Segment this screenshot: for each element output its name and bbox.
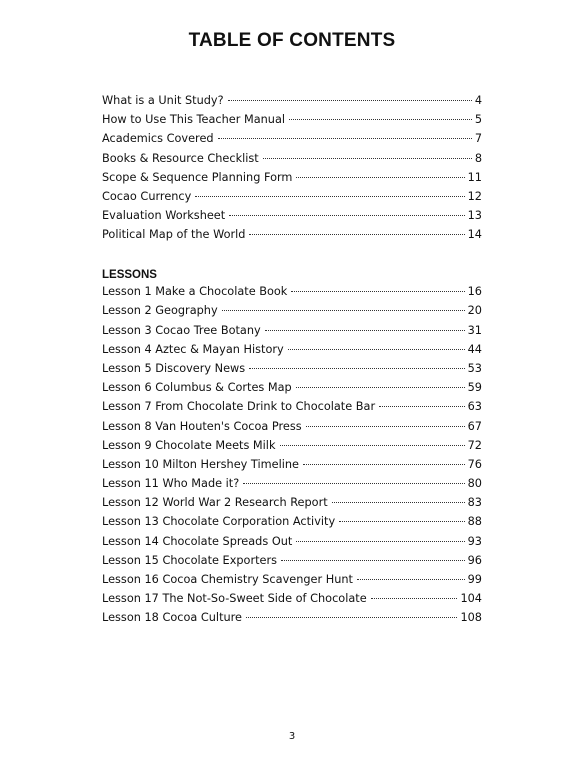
dot-leader (195, 196, 464, 197)
toc-entry-title: Lesson 13 Chocolate Corporation Activity (102, 515, 336, 529)
toc-entry-title: Academics Covered (102, 132, 214, 146)
toc-entry[interactable] (102, 400, 482, 419)
toc-entry-page: 16 (467, 285, 482, 299)
dot-leader (222, 310, 465, 311)
dot-leader (371, 598, 458, 599)
toc-entry[interactable] (102, 113, 482, 132)
toc-entry[interactable] (102, 152, 482, 171)
toc-entry-title: Lesson 6 Columbus & Cortes Map (102, 381, 292, 395)
toc-entry[interactable] (102, 171, 482, 190)
dot-leader (263, 158, 472, 159)
toc-entry-page: 80 (467, 477, 482, 491)
toc-entry[interactable] (102, 458, 482, 477)
toc-entry-page: 59 (467, 381, 482, 395)
toc-entry[interactable] (102, 381, 482, 400)
toc-entry-title: Political Map of the World (102, 228, 246, 242)
toc-entry-page: 44 (467, 342, 482, 356)
dot-leader (218, 138, 472, 139)
dot-leader (246, 617, 457, 618)
toc-entry-title: Evaluation Worksheet (102, 209, 226, 223)
toc-entry-title: Lesson 14 Chocolate Spreads Out (102, 534, 293, 548)
toc-entry[interactable] (102, 94, 482, 113)
toc-entry[interactable] (102, 554, 482, 573)
dot-leader (296, 177, 464, 178)
toc-entry-page: 8 (474, 151, 482, 165)
lessons-section (102, 266, 482, 631)
toc-entry-page: 63 (467, 400, 482, 414)
toc-entry-page: 4 (474, 94, 482, 107)
toc-entry-title: Lesson 17 The Not-So-Sweet Side of Chocolate (102, 592, 367, 606)
toc-entry[interactable] (102, 535, 482, 554)
dot-leader (280, 445, 465, 446)
dot-leader (288, 349, 465, 350)
toc-entry-page: 13 (467, 209, 482, 223)
toc-entry-page: 104 (460, 592, 482, 606)
dot-leader (289, 119, 472, 120)
toc-entry-page: 108 (460, 611, 482, 625)
toc-entry[interactable] (102, 439, 482, 458)
toc-entry-title: Lesson 4 Aztec & Mayan History (102, 342, 284, 356)
toc-entry[interactable] (102, 573, 482, 592)
dot-leader (339, 521, 464, 522)
toc-entry-title: Lesson 16 Cocoa Chemistry Scavenger Hunt (102, 573, 353, 586)
toc-entry-page: 99 (467, 573, 482, 586)
toc-entry-title: Lesson 1 Make a Chocolate Book (102, 285, 288, 299)
toc-entry-title: Lesson 15 Chocolate Exporters (102, 553, 278, 567)
dot-leader (296, 541, 464, 542)
page-number: 3 (288, 731, 296, 742)
dot-leader (332, 502, 465, 503)
dot-leader (306, 426, 465, 427)
toc-entry-title: Cocao Currency (102, 189, 192, 203)
toc-entry-title: Lesson 3 Cocao Tree Botany (102, 323, 261, 337)
toc-entry-page: 14 (467, 228, 482, 242)
toc-entry[interactable] (102, 477, 482, 496)
toc-entry[interactable] (102, 190, 482, 209)
toc-entry[interactable] (102, 285, 482, 304)
toc-entry-page: 96 (467, 553, 482, 567)
toc-entry-title: Scope & Sequence Planning Form (102, 170, 293, 184)
dot-leader (291, 291, 464, 292)
toc-entry[interactable] (102, 209, 482, 228)
dot-leader (249, 368, 464, 369)
dot-leader (357, 579, 465, 580)
toc-entry-title: Lesson 7 From Chocolate Drink to Chocolate Bar (102, 400, 376, 414)
toc-entry-title: Lesson 11 Who Made it? (102, 477, 240, 491)
toc-entry-title: Books & Resource Checklist (102, 151, 259, 165)
toc-entry[interactable] (102, 132, 482, 151)
lessons-heading: LESSONS (102, 269, 157, 281)
toc-entry-page: 7 (474, 132, 482, 146)
toc-entry-page: 72 (467, 438, 482, 452)
lessons-list (102, 285, 482, 630)
dot-leader (303, 464, 465, 465)
dot-leader (265, 330, 465, 331)
toc-entry-title: Lesson 2 Geography (102, 304, 218, 318)
page-title: TABLE OF CONTENTS (188, 30, 396, 51)
toc-entry-page: 83 (467, 496, 482, 510)
toc-entry[interactable] (102, 496, 482, 515)
dot-leader (249, 234, 464, 235)
dot-leader (281, 560, 465, 561)
toc-entry-page: 53 (467, 361, 482, 375)
toc-entry-page: 93 (467, 534, 482, 548)
dot-leader (243, 483, 464, 484)
toc-entry-page: 20 (467, 304, 482, 318)
toc-entry-page: 11 (467, 170, 482, 184)
toc-entry-title: How to Use This Teacher Manual (102, 113, 286, 127)
toc-entry-title: Lesson 18 Cocoa Culture (102, 611, 243, 625)
dot-leader (296, 387, 465, 388)
toc-entry[interactable] (102, 592, 482, 611)
toc-entry[interactable] (102, 420, 482, 439)
toc-entry-title: Lesson 9 Chocolate Meets Milk (102, 438, 276, 452)
toc-entry-page: 12 (467, 189, 482, 203)
toc-entry-title: Lesson 5 Discovery News (102, 361, 246, 375)
toc-entry[interactable] (102, 343, 482, 362)
toc-entry-page: 31 (467, 323, 482, 337)
toc-entry[interactable] (102, 611, 482, 630)
toc-entry[interactable] (102, 304, 482, 323)
toc-entry[interactable] (102, 228, 482, 247)
toc-entry-title: Lesson 12 World War 2 Research Report (102, 496, 328, 510)
toc-entry-title: Lesson 8 Van Houten's Cocoa Press (102, 419, 302, 433)
toc-entry-title: What is a Unit Study? (102, 94, 224, 107)
dot-leader (379, 406, 465, 407)
toc-entry[interactable] (102, 362, 482, 381)
toc-entry-title: Lesson 10 Milton Hershey Timeline (102, 457, 299, 471)
toc-entry-page: 76 (467, 457, 482, 471)
front-matter-list (102, 94, 482, 248)
toc-entry-page: 5 (474, 113, 482, 127)
dot-leader (228, 100, 472, 101)
toc-entry-page: 67 (467, 419, 482, 433)
toc-entry-page: 88 (467, 515, 482, 529)
toc-entry[interactable] (102, 515, 482, 534)
dot-leader (229, 215, 464, 216)
toc-entry[interactable] (102, 324, 482, 343)
